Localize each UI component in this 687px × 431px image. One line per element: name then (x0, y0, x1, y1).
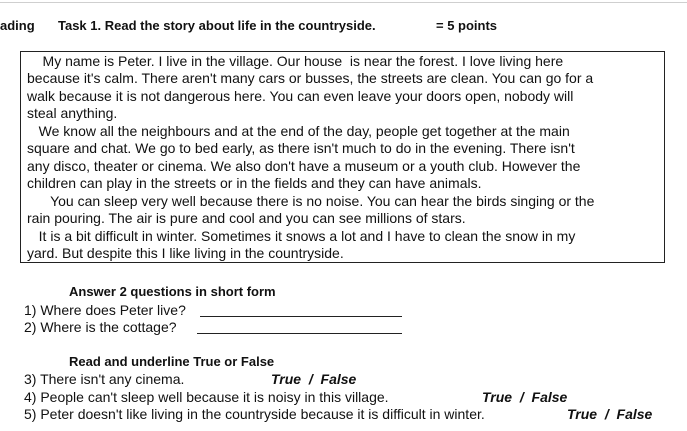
section-heading-fragment: ading (0, 18, 35, 33)
answer-blank-2[interactable] (197, 333, 402, 334)
story-line: because it's calm. There aren't many cars or busses, the streets are clean. You can go for a (27, 70, 594, 86)
story-line: You can sleep very well because there is no noise. You can hear the birds singing or the (27, 193, 595, 209)
answer-blank-1[interactable] (200, 316, 402, 317)
true-false-options-3[interactable]: True / False (271, 371, 357, 387)
statement-3: 3) There isn't any cinema. (24, 371, 185, 387)
story-line: rain pouring. The air is pure and cool and you can see millions of stars. (27, 210, 466, 226)
statement-4: 4) People can't sleep well because it is noisy in this village. (24, 389, 389, 405)
story-line: yard. But despite this I like living in the countryside. (27, 245, 344, 261)
question-1: 1) Where does Peter live? (24, 302, 186, 318)
story-line: children can play in the streets or in the fields and they can have animals. (27, 175, 482, 191)
question-2: 2) Where is the cottage? (24, 319, 177, 335)
short-answer-title: Answer 2 questions in short form (69, 284, 276, 299)
story-line: walk because it is not dangerous here. You can even leave your doors open, nobody will (27, 88, 574, 104)
statement-5: 5) Peter doesn't like living in the countryside because it is difficult in winter. (24, 406, 485, 422)
true-false-options-5[interactable]: True / False (567, 406, 653, 422)
story-line: My name is Peter. I live in the village. Our house is near the forest. I love living here (27, 53, 564, 69)
story-line: We know all the neighbours and at the end of the day, people get together at the main (27, 123, 570, 139)
story-line: steal anything. (27, 105, 118, 121)
story-line: any disco, theater or cinema. We also don't have a museum or a youth club. However the (27, 158, 581, 174)
points-label: = 5 points (436, 18, 498, 33)
true-false-options-4[interactable]: True / False (482, 389, 568, 405)
top-divider (0, 2, 687, 3)
story-line: It is a bit difficult in winter. Sometimes it snows a lot and I have to clean the snow in my (27, 228, 576, 244)
story-line: square and chat. We go to bed early, as there isn't much to do in the evening. There isn't (27, 140, 575, 156)
true-false-title: Read and underline True or False (69, 354, 275, 369)
task-title: Task 1. Read the story about life in the countryside. (58, 18, 376, 33)
